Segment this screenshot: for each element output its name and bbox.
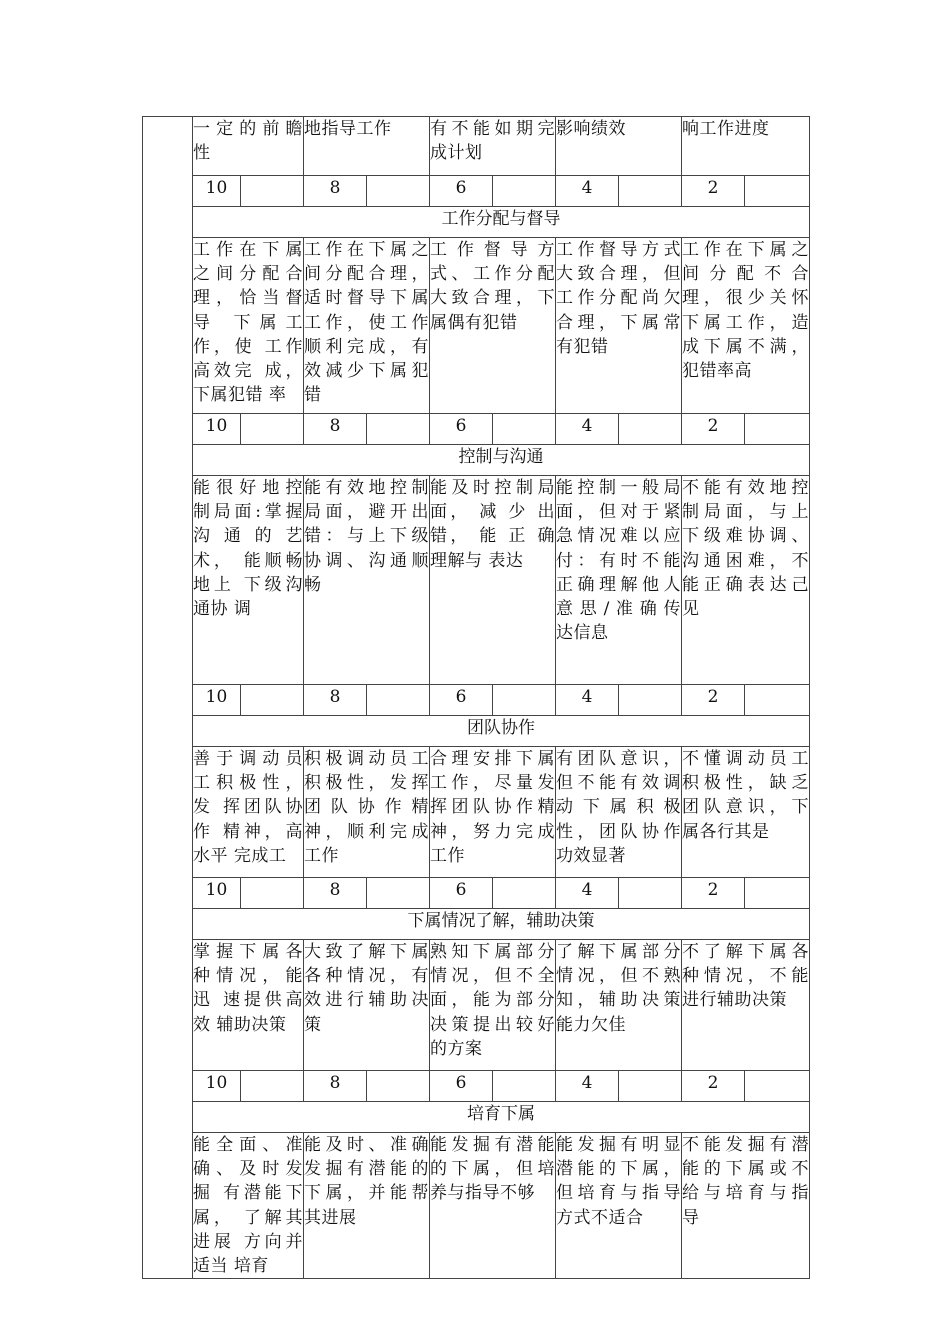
text-line: 进展 方向并	[193, 1231, 303, 1252]
text-line: 能正确表达己	[682, 574, 809, 595]
criteria-description-cell	[556, 476, 682, 685]
text-line: 错， 能 正 确	[430, 526, 555, 547]
text-line: 合理，下属常	[556, 312, 681, 333]
text-line: 下属工作，造	[682, 312, 809, 333]
score-cell: 4	[556, 878, 619, 909]
text-line: 急情况难以应	[556, 526, 681, 547]
text-line: 工作，使工作	[304, 312, 429, 333]
text-line: 面，但对于紧	[556, 502, 681, 523]
text-line: 正确理解他人	[556, 574, 681, 595]
score-blank-cell	[619, 685, 682, 716]
side-label-column	[143, 117, 193, 1279]
description-row	[143, 117, 810, 176]
text-line: 理解与 表达	[430, 550, 524, 571]
text-line: 适时督导下属	[304, 288, 429, 309]
score-blank-cell	[745, 1071, 810, 1102]
text-line: 积极性，缺乏	[682, 773, 809, 794]
criteria-description-cell	[682, 940, 810, 1071]
score-row	[143, 878, 810, 909]
text-line: 知，辅助决策	[556, 990, 681, 1011]
text-line: 导 下属工	[193, 312, 303, 333]
text-line: 间分配合理，	[304, 264, 429, 285]
text-line: 动 下 属 积 极	[556, 797, 681, 818]
score-blank-cell	[745, 878, 810, 909]
text-line: 工积极性，	[193, 773, 303, 794]
score-blank-cell	[745, 685, 810, 716]
score-cell: 2	[682, 1071, 745, 1102]
section-header-row	[143, 207, 810, 238]
score-cell: 8	[304, 1071, 367, 1102]
text-line: 养与指导不够	[430, 1183, 535, 1204]
criteria-description-cell	[682, 747, 810, 878]
text-line: 术， 能顺畅	[193, 550, 303, 571]
section-header-row	[143, 909, 810, 940]
text-line: 挥团队协作精	[430, 797, 555, 818]
text-line: 工作，尽量发	[430, 773, 555, 794]
text-line: 团 队 协 作 精	[304, 797, 429, 818]
text-line: 成计划	[430, 143, 483, 164]
text-line: 错：与上下级	[304, 526, 429, 547]
description-row	[143, 1133, 810, 1279]
text-line: 工作在下属	[193, 240, 303, 260]
text-line: 工作督导方式	[556, 240, 681, 260]
text-line: 属， 了解其	[193, 1207, 303, 1228]
score-blank-cell	[493, 1071, 556, 1102]
text-line: 种情况，能	[193, 966, 303, 987]
text-line: 确、及时发	[193, 1159, 303, 1180]
score-blank-cell	[241, 685, 304, 716]
text-line: 达信息	[556, 623, 609, 644]
score-cell: 4	[556, 176, 619, 207]
text-line: 错	[304, 385, 322, 406]
score-cell: 8	[304, 685, 367, 716]
criteria-description-cell	[556, 238, 682, 414]
text-line: 方式不适合	[556, 1207, 644, 1228]
text-line: 情况，但不全	[430, 966, 555, 987]
text-line: 了解下属部分	[556, 942, 681, 962]
section-title: 培育下属	[193, 1102, 810, 1133]
description-row	[143, 476, 810, 685]
text-line: 大致了解下属	[304, 942, 429, 962]
description-row	[143, 238, 810, 414]
score-blank-cell	[619, 878, 682, 909]
score-cell: 10	[193, 878, 241, 909]
text-line: 工作	[430, 845, 465, 866]
text-line: 属偶有犯错	[430, 312, 518, 333]
text-line: 策	[304, 1014, 322, 1035]
score-blank-cell	[367, 878, 430, 909]
text-line: 之间分配合	[193, 264, 303, 285]
score-row	[143, 1071, 810, 1102]
text-line: 性，团队协作	[556, 821, 681, 842]
section-title: 控制与沟通	[193, 445, 810, 476]
text-line: 种情况，不能	[682, 966, 809, 987]
text-line: 下级难协调、	[682, 526, 809, 547]
text-line: 下属，并能帮	[304, 1183, 429, 1204]
criteria-description-cell	[556, 747, 682, 878]
text-line: 能力欠佳	[556, 1014, 626, 1035]
text-line: 能的下属或不	[682, 1159, 809, 1180]
text-line: 各种情况，有	[304, 966, 429, 987]
description-row	[143, 940, 810, 1071]
score-cell: 2	[682, 414, 745, 445]
score-blank-cell	[241, 878, 304, 909]
criteria-description-cell	[193, 476, 304, 685]
text-line: 但培育与指导	[556, 1183, 681, 1204]
text-line: 式、工作分配	[430, 264, 555, 285]
score-blank-cell	[619, 414, 682, 445]
text-line: 能有效地控制	[304, 478, 429, 498]
score-cell: 6	[430, 1071, 493, 1102]
text-line: 积极性，发挥	[304, 773, 429, 794]
criteria-description-cell	[193, 117, 304, 176]
criteria-description-cell	[430, 940, 556, 1071]
text-line: 工作分配尚欠	[556, 288, 681, 309]
score-row	[143, 685, 810, 716]
criteria-description-cell	[430, 238, 556, 414]
score-blank-cell	[367, 414, 430, 445]
text-line: 工作在下属之	[304, 240, 429, 260]
text-line: 发掘有潜能的	[304, 1159, 429, 1180]
text-line: 犯错率高	[682, 361, 752, 382]
text-line: 工作	[304, 845, 339, 866]
text-line: 通协 调	[193, 599, 252, 620]
text-line: 能很好地控	[193, 478, 303, 498]
text-line: 掘 有潜能下	[193, 1183, 303, 1204]
score-cell: 4	[556, 414, 619, 445]
text-line: 能及时、准确	[304, 1135, 429, 1155]
text-line: 其进展	[304, 1207, 357, 1228]
criteria-description-cell	[556, 117, 682, 176]
criteria-description-cell	[682, 117, 810, 176]
text-line: 能及时控制局	[430, 478, 555, 498]
score-cell: 10	[193, 685, 241, 716]
text-line: 理，很少关怀	[682, 288, 809, 309]
text-line: 面， 减 少 出	[430, 502, 555, 523]
text-line: 意 思 / 准 确 传	[556, 599, 681, 620]
text-line: 能发掘有潜能	[430, 1135, 555, 1155]
section-title: 工作分配与督导	[193, 207, 810, 238]
text-line: 顺利完成，有	[304, 336, 429, 357]
text-line: 积极调动员工	[304, 749, 429, 769]
text-line: 沟通困难，不	[682, 550, 809, 571]
text-line: 制局面，与上	[682, 502, 809, 523]
text-line: 工作在下属之	[682, 240, 809, 260]
criteria-description-cell	[193, 1133, 304, 1279]
criteria-description-cell	[304, 1133, 430, 1279]
score-cell: 6	[430, 414, 493, 445]
text-line: 作 精神，高	[193, 821, 303, 842]
criteria-description-cell	[304, 940, 430, 1071]
text-line: 掌握下属各	[193, 942, 303, 962]
text-line: 进行辅助决策	[682, 990, 787, 1011]
section-header-row	[143, 716, 810, 747]
criteria-description-cell	[430, 1133, 556, 1279]
text-line: 能全面、准	[193, 1135, 303, 1155]
text-line: 导	[682, 1207, 700, 1228]
text-line: 神，顺利完成	[304, 821, 429, 842]
score-blank-cell	[367, 685, 430, 716]
text-line: 决策提出较好	[430, 1014, 555, 1035]
text-line: 地上 下级沟	[193, 574, 303, 595]
criteria-description-cell	[682, 238, 810, 414]
text-line: 不懂调动员工	[682, 749, 809, 769]
section-header-row	[143, 1102, 810, 1133]
section-header-row	[143, 445, 810, 476]
text-line: 影响绩效	[556, 119, 626, 139]
text-line: 给与培育与指	[682, 1183, 809, 1204]
score-cell: 2	[682, 176, 745, 207]
text-line: 神，努力完成	[430, 821, 555, 842]
criteria-description-cell	[304, 117, 430, 176]
text-line: 水平 完成工	[193, 845, 287, 866]
text-line: 下属犯错 率	[193, 385, 287, 406]
text-line: 有犯错	[556, 336, 609, 357]
score-blank-cell	[619, 176, 682, 207]
criteria-description-cell	[556, 940, 682, 1071]
criteria-description-cell	[682, 476, 810, 685]
text-line: 情况，但不熟	[556, 966, 681, 987]
text-line: 协调、沟通顺	[304, 550, 429, 571]
score-cell: 10	[193, 1071, 241, 1102]
text-line: 潜能的下属，	[556, 1159, 681, 1180]
text-line: 效 辅助决策	[193, 1014, 287, 1035]
criteria-description-cell	[682, 1133, 810, 1279]
section-title: 团队协作	[193, 716, 810, 747]
text-line: 作，使 工作	[193, 336, 303, 357]
score-blank-cell	[493, 414, 556, 445]
score-blank-cell	[241, 414, 304, 445]
criteria-description-cell	[193, 747, 304, 878]
score-row	[143, 176, 810, 207]
score-blank-cell	[745, 414, 810, 445]
text-line: 适当 培育	[193, 1256, 269, 1277]
text-line: 合理安排下属	[430, 749, 555, 769]
criteria-description-cell	[193, 940, 304, 1071]
text-line: 有团队意识，	[556, 749, 681, 769]
criteria-description-cell	[304, 747, 430, 878]
criteria-description-cell	[430, 476, 556, 685]
score-blank-cell	[745, 176, 810, 207]
score-blank-cell	[493, 878, 556, 909]
text-line: 的下属，但培	[430, 1159, 555, 1180]
text-line: 理，恰当督	[193, 288, 303, 309]
text-line: 属各行其是	[682, 821, 770, 842]
text-line: 不能有效地控	[682, 478, 809, 498]
evaluation-table	[142, 116, 810, 1279]
score-blank-cell	[367, 1071, 430, 1102]
criteria-description-cell	[304, 476, 430, 685]
text-line: 能控制一般局	[556, 478, 681, 498]
text-line: 大致合理，下	[430, 288, 555, 309]
criteria-description-cell	[304, 238, 430, 414]
criteria-description-cell	[430, 117, 556, 176]
text-line: 间 分 配 不 合	[682, 264, 809, 285]
score-blank-cell	[493, 685, 556, 716]
text-line: 有不能如期完	[430, 119, 555, 139]
score-cell: 4	[556, 685, 619, 716]
text-line: 熟知下属部分	[430, 942, 555, 962]
score-cell: 2	[682, 878, 745, 909]
text-line: 付：有时不能	[556, 550, 681, 571]
score-cell: 10	[193, 414, 241, 445]
text-line: 成下属不满，	[682, 336, 809, 357]
score-cell: 10	[193, 176, 241, 207]
score-cell: 8	[304, 414, 367, 445]
criteria-description-cell	[556, 1133, 682, 1279]
text-line: 团队意识，下	[682, 797, 809, 818]
score-row	[143, 414, 810, 445]
text-line: 一定的前瞻	[193, 119, 303, 139]
text-line: 局面，避开出	[304, 502, 429, 523]
description-row	[143, 747, 810, 878]
text-line: 的方案	[430, 1038, 483, 1059]
score-cell: 4	[556, 1071, 619, 1102]
score-cell: 8	[304, 176, 367, 207]
text-line: 沟 通 的 艺	[193, 526, 303, 547]
score-cell: 2	[682, 685, 745, 716]
text-line: 性	[193, 143, 211, 164]
text-line: 效进行辅助决	[304, 990, 429, 1011]
score-blank-cell	[241, 1071, 304, 1102]
text-line: 面，能为部分	[430, 990, 555, 1011]
score-blank-cell	[367, 176, 430, 207]
text-line: 工 作 督 导 方	[430, 240, 555, 260]
score-blank-cell	[619, 1071, 682, 1102]
text-line: 大致合理，但	[556, 264, 681, 285]
text-line: 能发掘有明显	[556, 1135, 681, 1155]
text-line: 效减少下属犯	[304, 361, 429, 382]
text-line: 见	[682, 599, 700, 620]
text-line: 高效完 成，	[193, 361, 303, 382]
score-cell: 8	[304, 878, 367, 909]
text-line: 畅	[304, 574, 322, 595]
score-blank-cell	[241, 176, 304, 207]
score-cell: 6	[430, 176, 493, 207]
criteria-description-cell	[430, 747, 556, 878]
text-line: 发 挥团队协	[193, 797, 303, 818]
criteria-description-cell	[193, 238, 304, 414]
text-line: 迅 速提供高	[193, 990, 303, 1011]
text-line: 不了解下属各	[682, 942, 809, 962]
text-line: 善于调动员	[193, 749, 303, 769]
text-line: 地指导工作	[304, 119, 392, 139]
text-line: 响工作进度	[682, 119, 770, 139]
text-line: 但不能有效调	[556, 773, 681, 794]
score-blank-cell	[493, 176, 556, 207]
score-cell: 6	[430, 685, 493, 716]
score-cell: 6	[430, 878, 493, 909]
section-title: 下属情况了解，辅助决策	[193, 909, 810, 940]
text-line: 制局面:掌握	[193, 502, 303, 523]
text-line: 功效显著	[556, 845, 626, 866]
evaluation-table-page	[142, 116, 809, 1279]
text-line: 不能发掘有潜	[682, 1135, 809, 1155]
